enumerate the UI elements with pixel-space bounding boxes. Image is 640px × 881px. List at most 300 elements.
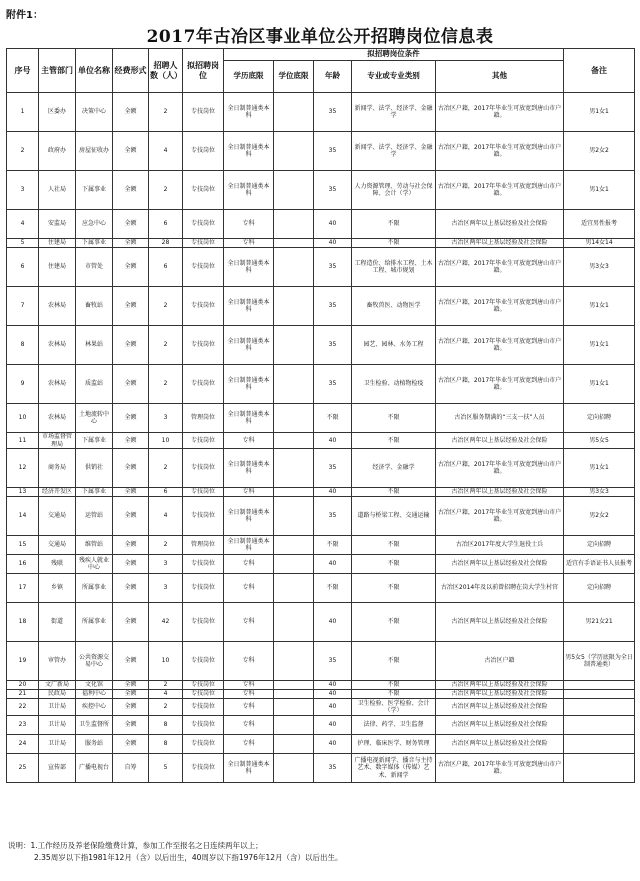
cell-other: 古冶区两年以上基层经验及社会保险 xyxy=(436,603,564,642)
cell-funding: 全额 xyxy=(113,171,149,210)
cell-edu: 专科 xyxy=(224,574,274,603)
cell-remark: 男1女1 xyxy=(564,93,635,132)
cell-major: 园艺、园林、水务工程 xyxy=(352,326,436,365)
cell-remark xyxy=(564,754,635,783)
cell-edu: 专科 xyxy=(224,210,274,239)
table-row xyxy=(7,365,635,404)
cell-unit: 质监站 xyxy=(76,365,113,404)
table-row xyxy=(7,326,635,365)
table-row xyxy=(7,699,635,716)
cell-no: 3 xyxy=(7,171,39,210)
cell-unit: 土地流转中心 xyxy=(76,404,113,433)
cell-major: 不限 xyxy=(352,681,436,690)
cell-dept: 区委办 xyxy=(39,93,76,132)
cell-dept: 街道 xyxy=(39,603,76,642)
cell-degree xyxy=(274,239,314,248)
header-dept: 主管部门 xyxy=(39,49,76,93)
cell-count: 4 xyxy=(149,132,183,171)
cell-other: 古冶区两年以上基层经验及社会保险 xyxy=(436,716,564,735)
cell-other: 古冶区户籍，2017年毕业生可放宽到唐山市户籍。 xyxy=(436,754,564,783)
cell-other: 古冶区两年以上基层经验及社会保险 xyxy=(436,433,564,449)
cell-remark: 男5女5 xyxy=(564,433,635,449)
cell-count: 2 xyxy=(149,536,183,555)
cell-post: 专技岗位 xyxy=(183,754,224,783)
cell-unit: 下属事业 xyxy=(76,171,113,210)
cell-age: 40 xyxy=(314,488,352,497)
cell-post: 专技岗位 xyxy=(183,555,224,574)
cell-degree xyxy=(274,326,314,365)
cell-other: 古冶区户籍，2017年毕业生可放宽到唐山市户籍。 xyxy=(436,287,564,326)
cell-funding: 全额 xyxy=(113,239,149,248)
cell-edu: 专科 xyxy=(224,642,274,681)
cell-other: 古冶区两年以上基层经验及社会保险 xyxy=(436,735,564,754)
cell-major: 新闻学、法学、经济学、金融学 xyxy=(352,93,436,132)
cell-age: 35 xyxy=(314,754,352,783)
cell-count: 2 xyxy=(149,287,183,326)
cell-other: 古冶区两年以上基层经验及社会保险 xyxy=(436,555,564,574)
cell-post: 专技岗位 xyxy=(183,642,224,681)
table-row xyxy=(7,93,635,132)
cell-age: 35 xyxy=(314,365,352,404)
cell-major: 不限 xyxy=(352,574,436,603)
cell-age: 35 xyxy=(314,287,352,326)
cell-no: 9 xyxy=(7,365,39,404)
cell-degree xyxy=(274,248,314,287)
cell-funding: 全额 xyxy=(113,449,149,488)
cell-degree xyxy=(274,681,314,690)
cell-other: 古冶区户籍，2017年毕业生可放宽到唐山市户籍。 xyxy=(436,248,564,287)
page-title: 2017年古冶区事业单位公开招聘岗位信息表 xyxy=(146,27,494,47)
cell-post: 专技岗位 xyxy=(183,433,224,449)
cell-unit: 决策中心 xyxy=(76,93,113,132)
cell-unit: 运管站 xyxy=(76,497,113,536)
cell-unit: 广播电视台 xyxy=(76,754,113,783)
cell-other: 古冶区两年以上基层经验及社会保险 xyxy=(436,210,564,239)
cell-remark xyxy=(564,735,635,754)
table-row xyxy=(7,404,635,433)
cell-no: 18 xyxy=(7,603,39,642)
cell-edu: 全日制普通类本科 xyxy=(224,287,274,326)
cell-no: 5 xyxy=(7,239,39,248)
cell-dept: 市场监督管理局 xyxy=(39,433,76,449)
cell-count: 6 xyxy=(149,210,183,239)
cell-other: 古冶区两年以上基层经验及社会保险 xyxy=(436,690,564,699)
cell-age: 不限 xyxy=(314,574,352,603)
cell-funding: 全额 xyxy=(113,365,149,404)
cell-no: 16 xyxy=(7,555,39,574)
header-conditions: 拟招聘岗位条件 xyxy=(224,49,564,61)
table-row xyxy=(7,574,635,603)
cell-other: 古冶区两年以上基层经验及社会保险 xyxy=(436,488,564,497)
table-row xyxy=(7,287,635,326)
notes xyxy=(8,840,343,864)
cell-degree xyxy=(274,287,314,326)
cell-degree xyxy=(274,603,314,642)
cell-degree xyxy=(274,497,314,536)
header-age: 年龄 xyxy=(314,61,352,93)
cell-post: 专技岗位 xyxy=(183,574,224,603)
cell-post: 专技岗位 xyxy=(183,365,224,404)
cell-dept: 农林局 xyxy=(39,404,76,433)
cell-remark: 男14女14 xyxy=(564,239,635,248)
header-edu: 学历底限 xyxy=(224,61,274,93)
cell-major: 不限 xyxy=(352,404,436,433)
cell-dept: 文广新局 xyxy=(39,681,76,690)
cell-edu: 专科 xyxy=(224,488,274,497)
cell-age: 40 xyxy=(314,690,352,699)
cell-count: 8 xyxy=(149,735,183,754)
cell-count: 3 xyxy=(149,555,183,574)
cell-edu: 全日制普通类本科 xyxy=(224,536,274,555)
header-degree: 学位底限 xyxy=(274,61,314,93)
cell-remark: 男3女3 xyxy=(564,248,635,287)
cell-remark: 男1女1 xyxy=(564,287,635,326)
cell-other: 古冶区两年以上基层经验及社会保险 xyxy=(436,681,564,690)
cell-remark: 适宜男性报考 xyxy=(564,210,635,239)
table-row xyxy=(7,210,635,239)
cell-unit: 公共资源交易中心 xyxy=(76,642,113,681)
cell-unit: 所属事业 xyxy=(76,603,113,642)
cell-remark: 男21女21 xyxy=(564,603,635,642)
table-row xyxy=(7,681,635,690)
cell-no: 25 xyxy=(7,754,39,783)
table-row xyxy=(7,716,635,735)
table-row xyxy=(7,239,635,248)
cell-other: 古冶区两年以上基层经验及社会保险 xyxy=(436,239,564,248)
cell-degree xyxy=(274,716,314,735)
cell-other: 古冶区户籍，2017年毕业生可放宽到唐山市户籍。 xyxy=(436,132,564,171)
cell-dept: 审管办 xyxy=(39,642,76,681)
cell-major: 不限 xyxy=(352,210,436,239)
header-major: 专业或专业类别 xyxy=(352,61,436,93)
header-count: 招聘人数（人） xyxy=(149,49,183,93)
cell-edu: 专科 xyxy=(224,433,274,449)
cell-funding: 全额 xyxy=(113,210,149,239)
cell-no: 15 xyxy=(7,536,39,555)
cell-edu: 专科 xyxy=(224,699,274,716)
cell-no: 19 xyxy=(7,642,39,681)
cell-dept: 住建局 xyxy=(39,248,76,287)
cell-age: 40 xyxy=(314,735,352,754)
cell-unit: 畜牧站 xyxy=(76,287,113,326)
cell-major: 新闻学、法学、经济学、金融学 xyxy=(352,132,436,171)
cell-dept: 民政局 xyxy=(39,690,76,699)
cell-major: 卫生检验、医学检验、会计（学） xyxy=(352,699,436,716)
cell-edu: 专科 xyxy=(224,735,274,754)
cell-edu: 专科 xyxy=(224,603,274,642)
cell-dept: 商务局 xyxy=(39,449,76,488)
cell-major: 卫生检验、动植物检疫 xyxy=(352,365,436,404)
cell-count: 2 xyxy=(149,699,183,716)
cell-edu: 专科 xyxy=(224,690,274,699)
cell-major: 法律、药学、卫生监督 xyxy=(352,716,436,735)
cell-other: 古冶区户籍，2017年毕业生可放宽到唐山市户籍。 xyxy=(436,449,564,488)
cell-degree xyxy=(274,171,314,210)
cell-degree xyxy=(274,735,314,754)
cell-remark xyxy=(564,681,635,690)
cell-funding: 全额 xyxy=(113,681,149,690)
cell-funding: 全额 xyxy=(113,716,149,735)
note-line-1: 说明：1.工作经历及养老保险缴费计算，参加工作至报名之日连续两年以上； xyxy=(8,841,263,850)
cell-age: 40 xyxy=(314,555,352,574)
cell-age: 40 xyxy=(314,433,352,449)
cell-edu: 全日制普通类本科 xyxy=(224,449,274,488)
cell-other: 古冶区户籍，2017年毕业生可放宽到唐山市户籍。 xyxy=(436,171,564,210)
cell-age: 40 xyxy=(314,603,352,642)
cell-post: 专技岗位 xyxy=(183,132,224,171)
cell-degree xyxy=(274,404,314,433)
table-row xyxy=(7,536,635,555)
cell-funding: 全额 xyxy=(113,326,149,365)
cell-degree xyxy=(274,690,314,699)
cell-remark: 定向招聘 xyxy=(564,574,635,603)
cell-count: 10 xyxy=(149,433,183,449)
cell-degree xyxy=(274,488,314,497)
cell-count: 2 xyxy=(149,681,183,690)
cell-count: 4 xyxy=(149,497,183,536)
cell-count: 42 xyxy=(149,603,183,642)
cell-age: 40 xyxy=(314,681,352,690)
cell-other: 古冶区2017年度大学生退役士兵 xyxy=(436,536,564,555)
cell-no: 2 xyxy=(7,132,39,171)
cell-dept: 农林局 xyxy=(39,287,76,326)
cell-unit: 房屋征收办 xyxy=(76,132,113,171)
cell-funding: 全额 xyxy=(113,488,149,497)
cell-count: 4 xyxy=(149,690,183,699)
cell-post: 专技岗位 xyxy=(183,690,224,699)
cell-no: 23 xyxy=(7,716,39,735)
table-row xyxy=(7,690,635,699)
cell-degree xyxy=(274,132,314,171)
cell-degree xyxy=(274,642,314,681)
cell-remark: 男1女1 xyxy=(564,171,635,210)
table-row xyxy=(7,171,635,210)
cell-edu: 全日制普通类本科 xyxy=(224,132,274,171)
cell-remark: 定向招聘 xyxy=(564,536,635,555)
cell-unit: 疾控中心 xyxy=(76,699,113,716)
table-row xyxy=(7,449,635,488)
cell-count: 2 xyxy=(149,171,183,210)
cell-dept: 交通局 xyxy=(39,497,76,536)
cell-post: 专技岗位 xyxy=(183,497,224,536)
cell-post: 专技岗位 xyxy=(183,699,224,716)
cell-count: 8 xyxy=(149,716,183,735)
cell-major: 不限 xyxy=(352,555,436,574)
header-remark: 备注 xyxy=(564,49,635,93)
cell-funding: 全额 xyxy=(113,433,149,449)
cell-remark: 男1女1 xyxy=(564,326,635,365)
cell-age: 35 xyxy=(314,449,352,488)
cell-other: 古冶区户籍，2017年毕业生可放宽到唐山市户籍。 xyxy=(436,497,564,536)
cell-post: 专技岗位 xyxy=(183,735,224,754)
cell-major: 不限 xyxy=(352,642,436,681)
cell-remark: 男2女2 xyxy=(564,132,635,171)
cell-count: 6 xyxy=(149,488,183,497)
cell-unit: 所属事业 xyxy=(76,574,113,603)
cell-major: 不限 xyxy=(352,536,436,555)
cell-no: 12 xyxy=(7,449,39,488)
cell-other: 古冶区两年以上基层经验及社会保险 xyxy=(436,699,564,716)
cell-funding: 全额 xyxy=(113,699,149,716)
cell-edu: 全日制普通类本科 xyxy=(224,754,274,783)
cell-funding: 全额 xyxy=(113,690,149,699)
cell-major: 经济学、金融学 xyxy=(352,449,436,488)
cell-edu: 专科 xyxy=(224,681,274,690)
cell-edu: 专科 xyxy=(224,239,274,248)
cell-other: 古冶区户籍 xyxy=(436,642,564,681)
cell-other: 古冶区服务期满的“三支一扶”人员 xyxy=(436,404,564,433)
cell-unit: 卫生监督所 xyxy=(76,716,113,735)
cell-major: 不限 xyxy=(352,488,436,497)
cell-no: 11 xyxy=(7,433,39,449)
cell-dept: 卫计局 xyxy=(39,699,76,716)
cell-degree xyxy=(274,754,314,783)
cell-age: 35 xyxy=(314,248,352,287)
cell-dept: 农林局 xyxy=(39,326,76,365)
cell-other: 古冶区户籍，2017年毕业生可放宽到唐山市户籍。 xyxy=(436,326,564,365)
cell-remark xyxy=(564,716,635,735)
cell-no: 1 xyxy=(7,93,39,132)
cell-edu: 全日制普通类本科 xyxy=(224,404,274,433)
cell-age: 35 xyxy=(314,642,352,681)
table-row xyxy=(7,642,635,681)
cell-count: 5 xyxy=(149,754,183,783)
table-row xyxy=(7,433,635,449)
cell-age: 40 xyxy=(314,210,352,239)
cell-remark: 男5女5（学历底限为全日制普通类） xyxy=(564,642,635,681)
cell-post: 专技岗位 xyxy=(183,716,224,735)
cell-count: 6 xyxy=(149,248,183,287)
cell-unit: 下属事业 xyxy=(76,433,113,449)
cell-dept: 卫计局 xyxy=(39,716,76,735)
cell-major: 不限 xyxy=(352,690,436,699)
cell-edu: 全日制普通类本科 xyxy=(224,497,274,536)
cell-post: 专技岗位 xyxy=(183,248,224,287)
cell-funding: 全额 xyxy=(113,642,149,681)
cell-post: 管理岗位 xyxy=(183,536,224,555)
cell-no: 10 xyxy=(7,404,39,433)
cell-major: 人力资源管理、劳动与社会保障、会计（学） xyxy=(352,171,436,210)
cell-post: 专技岗位 xyxy=(183,93,224,132)
cell-edu: 全日制普通类本科 xyxy=(224,171,274,210)
cell-major: 不限 xyxy=(352,603,436,642)
cell-funding: 全额 xyxy=(113,287,149,326)
table-row xyxy=(7,735,635,754)
cell-major: 护理、临床医学、财务管理 xyxy=(352,735,436,754)
cell-post: 专技岗位 xyxy=(183,603,224,642)
header-unit: 单位名称 xyxy=(76,49,113,93)
note-line-2: 2.35周岁以下指1981年12月（含）以后出生，40周岁以下指1976年12月（含）以后出生。 xyxy=(34,853,343,862)
cell-no: 24 xyxy=(7,735,39,754)
cell-funding: 全额 xyxy=(113,404,149,433)
cell-funding: 全额 xyxy=(113,603,149,642)
cell-age: 35 xyxy=(314,171,352,210)
cell-post: 专技岗位 xyxy=(183,488,224,497)
attachment-label: 附件1： xyxy=(6,10,43,21)
cell-unit: 福利中心 xyxy=(76,690,113,699)
cell-age: 40 xyxy=(314,239,352,248)
cell-no: 6 xyxy=(7,248,39,287)
table-row xyxy=(7,248,635,287)
cell-major: 道路与桥梁工程、交通运输 xyxy=(352,497,436,536)
cell-unit: 供销社 xyxy=(76,449,113,488)
cell-dept: 卫计局 xyxy=(39,735,76,754)
cell-other: 古冶区户籍，2017年毕业生可放宽到唐山市户籍。 xyxy=(436,365,564,404)
cell-other: 古冶区户籍，2017年毕业生可放宽到唐山市户籍。 xyxy=(436,93,564,132)
cell-edu: 专科 xyxy=(224,555,274,574)
cell-funding: 全额 xyxy=(113,497,149,536)
header-funding: 经费形式 xyxy=(113,49,149,93)
cell-no: 20 xyxy=(7,681,39,690)
cell-funding: 全额 xyxy=(113,555,149,574)
cell-dept: 政府办 xyxy=(39,132,76,171)
cell-degree xyxy=(274,699,314,716)
cell-major: 工程造价、给排水工程、土木工程、城市规划 xyxy=(352,248,436,287)
cell-edu: 全日制普通类本科 xyxy=(224,93,274,132)
cell-age: 35 xyxy=(314,93,352,132)
cell-post: 专技岗位 xyxy=(183,449,224,488)
cell-remark xyxy=(564,690,635,699)
cell-unit: 下属事业 xyxy=(76,239,113,248)
cell-unit: 林果站 xyxy=(76,326,113,365)
cell-post: 专技岗位 xyxy=(183,171,224,210)
cell-degree xyxy=(274,93,314,132)
cell-dept: 宣传部 xyxy=(39,754,76,783)
cell-age: 不限 xyxy=(314,404,352,433)
cell-edu: 全日制普通类本科 xyxy=(224,326,274,365)
cell-count: 10 xyxy=(149,642,183,681)
header-other: 其他 xyxy=(436,61,564,93)
table-row xyxy=(7,488,635,497)
cell-unit: 文化馆 xyxy=(76,681,113,690)
cell-dept: 乡镇 xyxy=(39,574,76,603)
cell-degree xyxy=(274,210,314,239)
table-row xyxy=(7,555,635,574)
cell-unit: 应急中心 xyxy=(76,210,113,239)
cell-dept: 经济开发区 xyxy=(39,488,76,497)
cell-dept: 交通局 xyxy=(39,536,76,555)
header-post: 拟招聘岗位 xyxy=(183,49,224,93)
cell-degree xyxy=(274,555,314,574)
cell-no: 22 xyxy=(7,699,39,716)
cell-funding: 全额 xyxy=(113,248,149,287)
cell-unit: 残疾人就业中心 xyxy=(76,555,113,574)
cell-unit: 市管处 xyxy=(76,248,113,287)
cell-remark: 男1女1 xyxy=(564,449,635,488)
cell-degree xyxy=(274,449,314,488)
cell-major: 不限 xyxy=(352,239,436,248)
cell-no: 13 xyxy=(7,488,39,497)
cell-major: 广播电视新闻学、播音与主持艺术、数字媒体（传媒）艺术、新闻学 xyxy=(352,754,436,783)
cell-count: 2 xyxy=(149,93,183,132)
cell-count: 2 xyxy=(149,449,183,488)
cell-age: 35 xyxy=(314,326,352,365)
cell-no: 7 xyxy=(7,287,39,326)
cell-funding: 全额 xyxy=(113,93,149,132)
cell-degree xyxy=(274,536,314,555)
cell-degree xyxy=(274,574,314,603)
cell-major: 不限 xyxy=(352,433,436,449)
cell-no: 21 xyxy=(7,690,39,699)
table-row xyxy=(7,754,635,783)
cell-edu: 专科 xyxy=(224,716,274,735)
cell-funding: 全额 xyxy=(113,735,149,754)
cell-dept: 住建局 xyxy=(39,239,76,248)
cell-funding: 全额 xyxy=(113,132,149,171)
cell-count: 2 xyxy=(149,326,183,365)
cell-age: 35 xyxy=(314,132,352,171)
cell-age: 40 xyxy=(314,716,352,735)
